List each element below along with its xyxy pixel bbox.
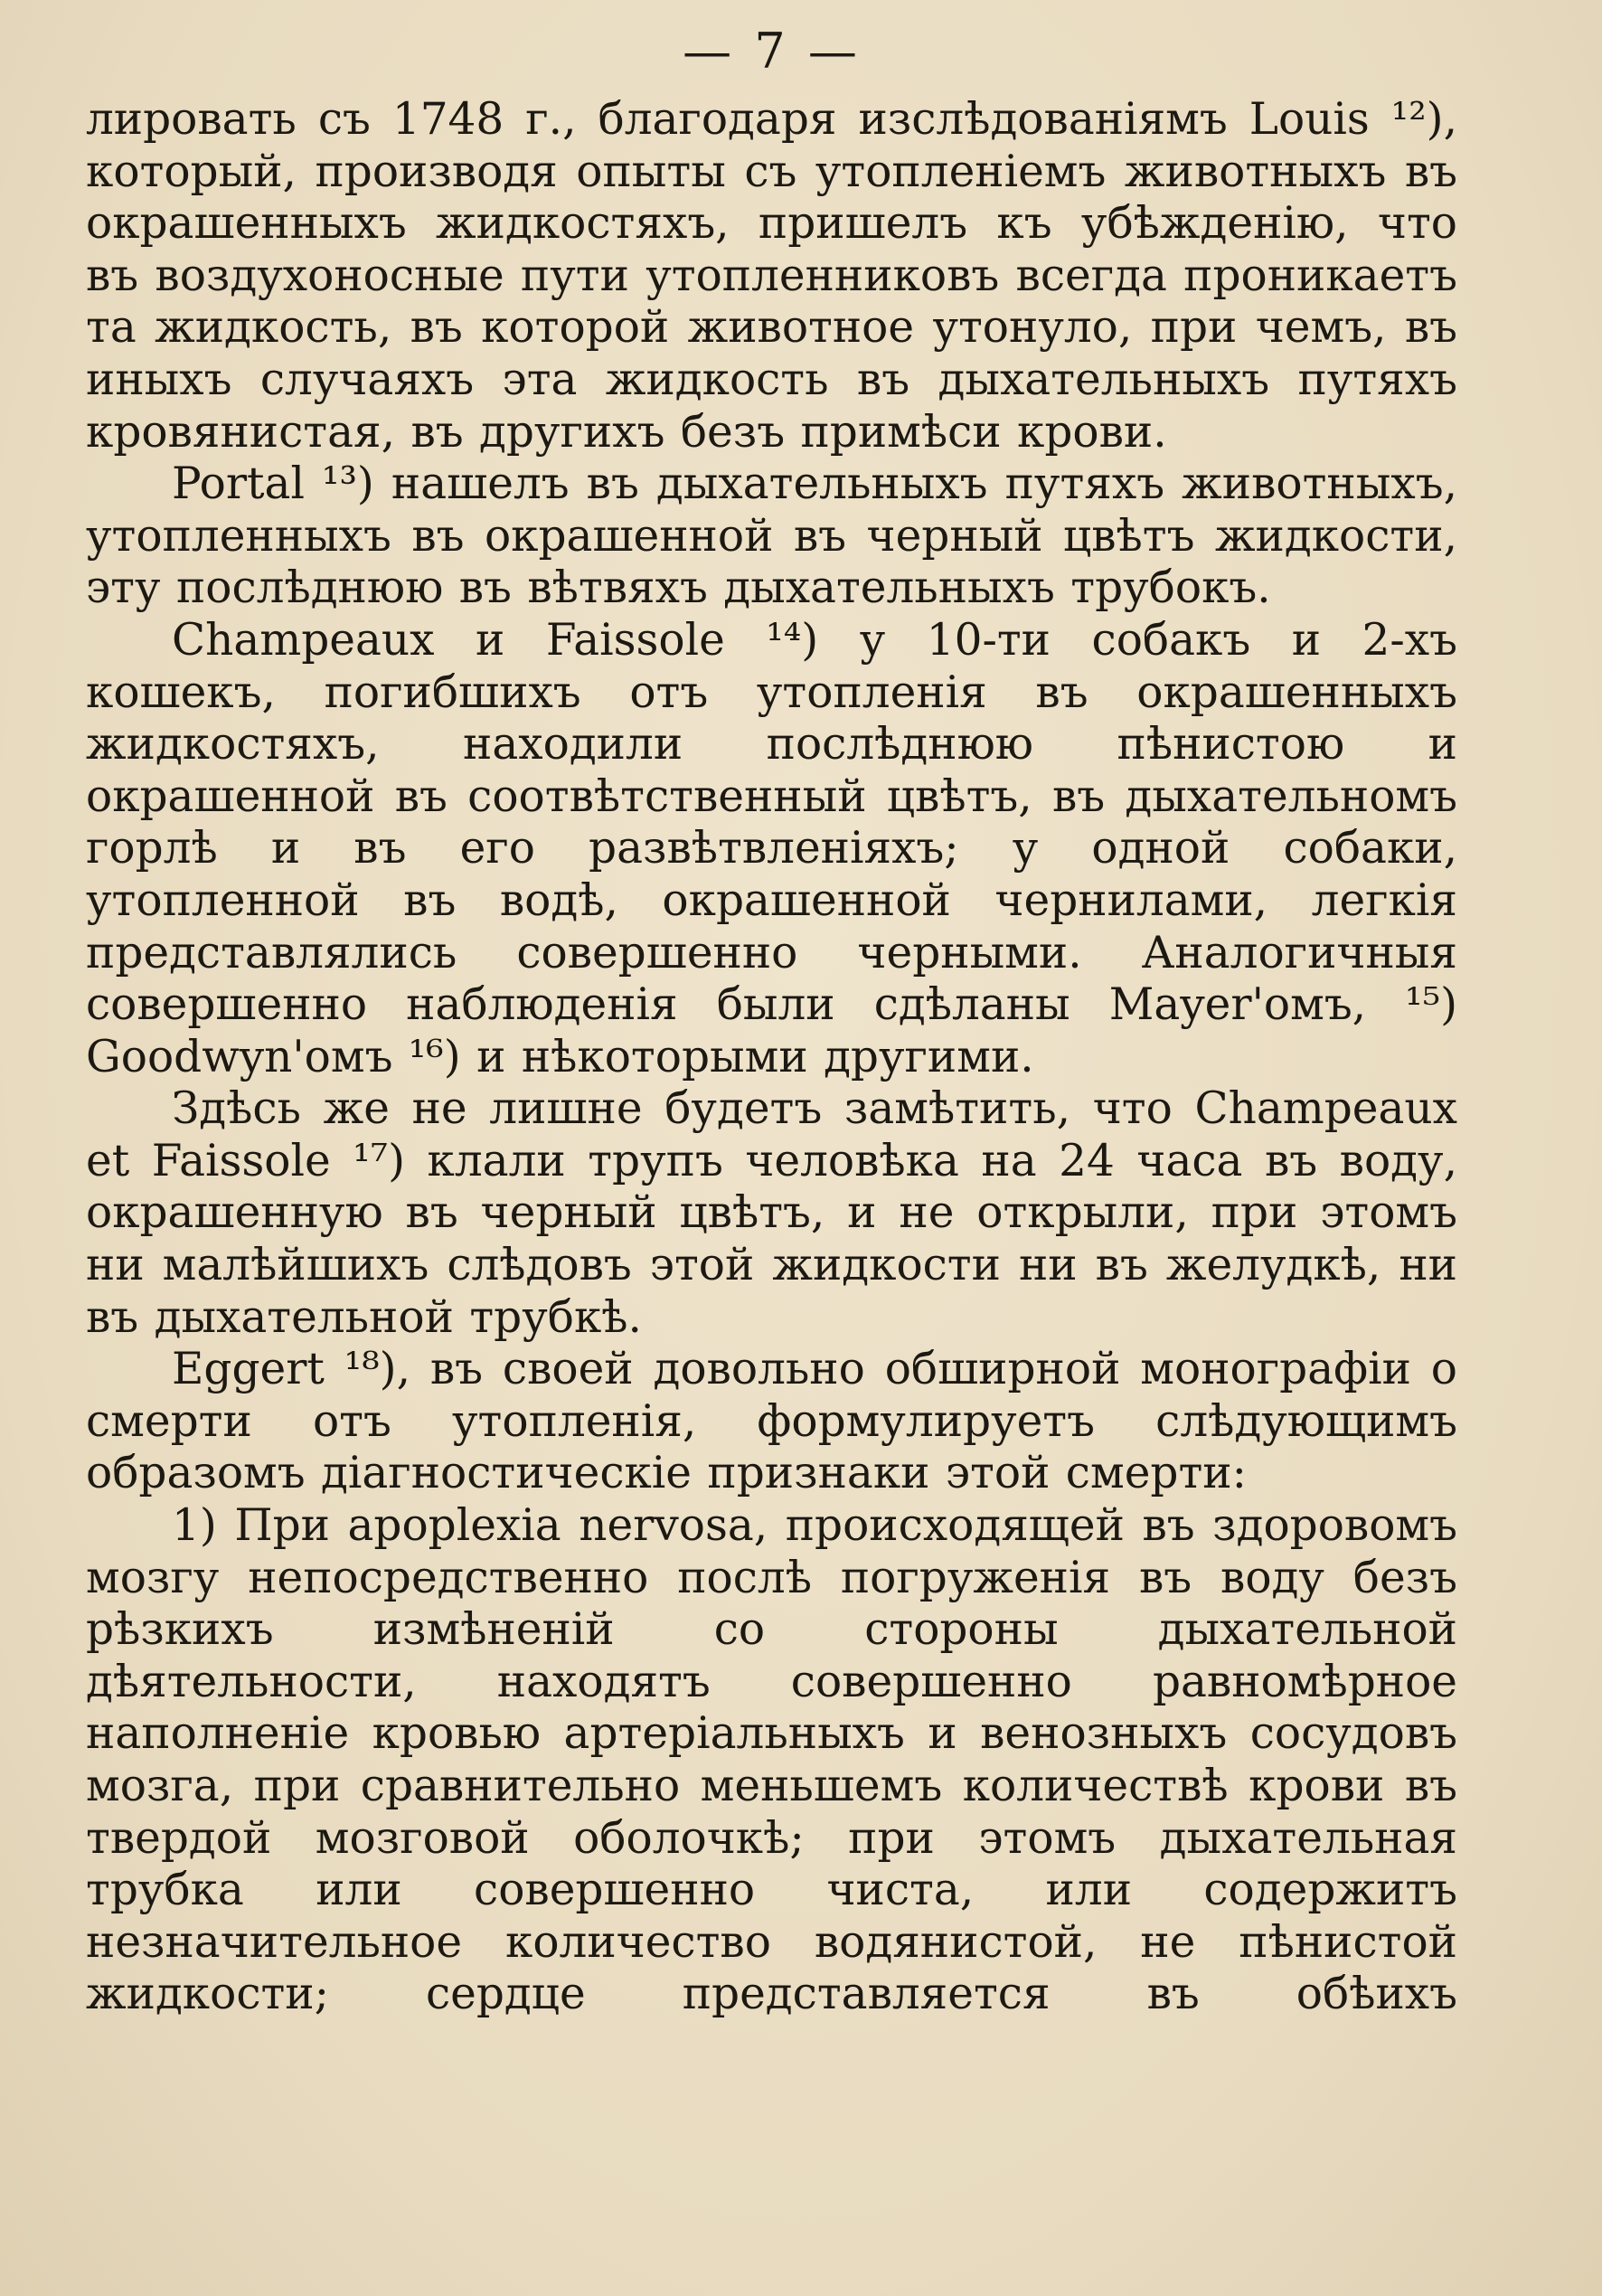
paragraph-eggert: Eggert ¹⁸), въ своей довольно обширной монографіи о смерти отъ утопленія, формулируетъ слѣдующимъ образомъ діагностическіе признаки этой смерти: bbox=[86, 1344, 1457, 1499]
paragraph-note: Здѣсь же не лишне будетъ замѣтить, что Champeaux et Faissole ¹⁷) клали трупъ человѣка на 24 часа въ воду, окрашенную въ черный цвѣтъ, и не открыли, при этомъ ни малѣйшихъ слѣдовъ этой жидкости ни въ желудкѣ, ни въ дыхательной трубкѣ. bbox=[86, 1083, 1457, 1343]
paragraph-louis: лировать съ 1748 г., благодаря изслѣдованіямъ Louis ¹²), который, производя опыты съ утопленіемъ животныхъ въ окрашенныхъ жидкостяхъ, пришелъ къ убѣжденію, что въ воздухоносные пути утопленниковъ всегда проникаетъ та жидкость, въ которой животное утонуло, при чемъ, въ иныхъ случаяхъ эта жидкость въ дыхательныхъ путяхъ кровянистая, въ другихъ безъ примѣси крови. bbox=[86, 94, 1457, 458]
page-number: — 7 — bbox=[683, 23, 861, 80]
paragraph-portal: Portal ¹³) нашелъ въ дыхательныхъ путяхъ животныхъ, утопленныхъ въ окрашенной въ черный цвѣтъ жидкости, эту послѣднюю въ вѣтвяхъ дыхательныхъ трубокъ. bbox=[86, 458, 1457, 614]
paragraph-apoplexia: 1) При apoplexia nervosa, происходящей въ здоровомъ мозгу непосредственно послѣ погруженія въ воду безъ рѣзкихъ измѣненій со стороны дыхательной дѣятельности, находятъ совершенно равномѣрное наполненіе кровью артеріальныхъ и венозныхъ сосудовъ мозга, при сравнительно меньшемъ количествѣ крови въ твердой мозговой оболочкѣ; при этомъ дыхательная трубка или совершенно чиста, или содержитъ незначительное количество водянистой, не пѣнистой жидкости; сердце представляется въ обѣихъ bbox=[86, 1500, 1457, 2020]
paragraph-champeaux: Champeaux и Faissole ¹⁴) у 10-ти собакъ и 2-хъ кошекъ, погибшихъ отъ утопленія въ окрашенныхъ жидкостяхъ, находили послѣднюю пѣнистою и окрашенной въ соотвѣтственный цвѣтъ, въ дыхательномъ горлѣ и въ его развѣтвленіяхъ; у одной собаки, утопленной въ водѣ, окрашенной чернилами, легкія представлялись совершенно черными. Аналогичныя совершенно наблюденія были сдѣланы Mayer'омъ, ¹⁵) Goodwyn'омъ ¹⁶) и нѣкоторыми другими. bbox=[86, 614, 1457, 1082]
